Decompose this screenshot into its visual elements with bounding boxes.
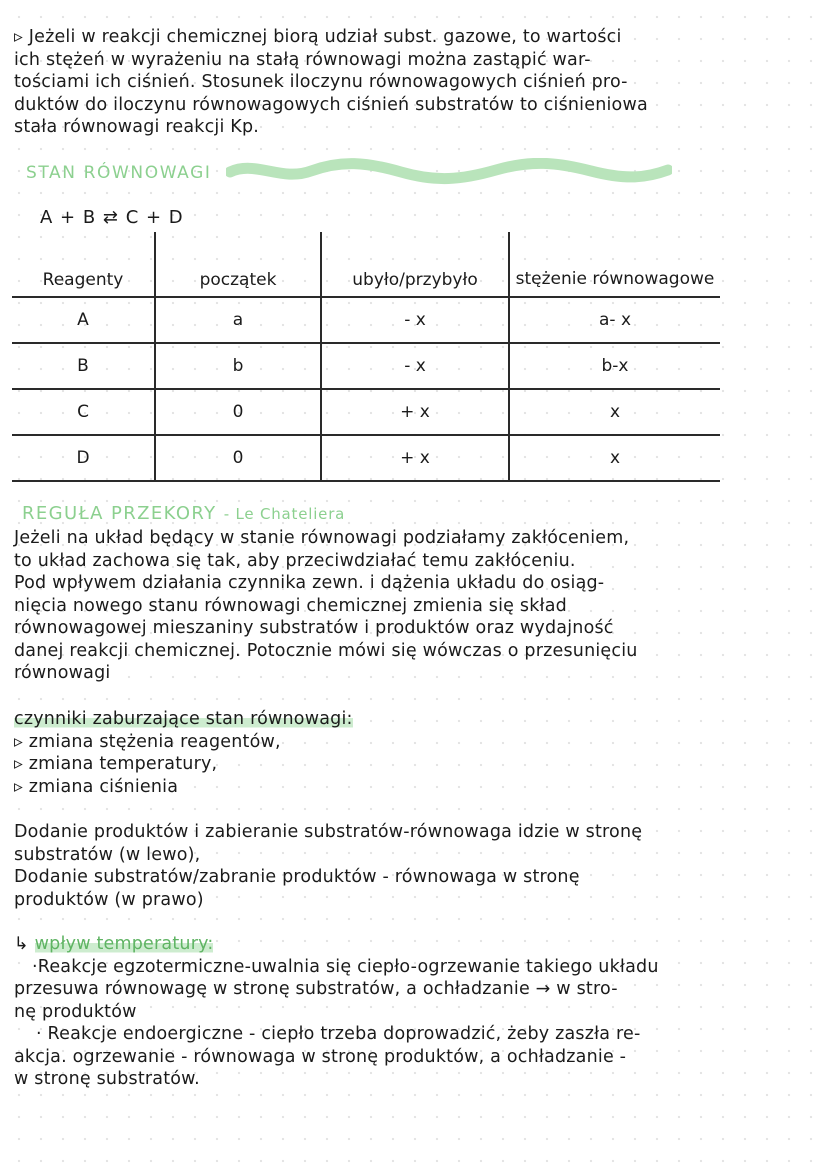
- intro-line: tościami ich ciśnień. Stosunek iloczynu równowagowych ciśnień pro-: [14, 72, 628, 92]
- shift-line: Dodanie substratów/zabranie produktów - równowaga w stronę: [14, 867, 580, 887]
- intro-line: ich stężeń w wyrażeniu na stałą równowagi można zastąpić war-: [14, 49, 591, 70]
- table-row: [12, 343, 720, 389]
- header-change: ubyło/przybyło: [321, 232, 509, 297]
- table-cell: C: [12, 389, 155, 435]
- intro-line: ▹ Jeżeli w reakcji chemicznej biorą udział subst. gazowe, to wartości: [14, 27, 622, 47]
- temperature-line: ·Reakcje egzotermiczne-uwalnia się ciepło-ogrzewanie takiego układu: [32, 956, 659, 977]
- intro-line: stała równowagi reakcji Kp.: [14, 117, 260, 137]
- rule-line: to układ zachowa się tak, aby przeciwdziałać temu zakłóceniu.: [14, 550, 576, 571]
- temperature-line: · Reakcje endoergiczne - ciepło trzeba doprowadzić, żeby zaszła re-: [36, 1024, 641, 1044]
- rule-line: równowagi: [14, 663, 111, 683]
- table-cell: b-x: [509, 343, 720, 389]
- table-header-row: [12, 232, 720, 297]
- table-cell: a: [155, 297, 321, 343]
- rule-line: nięcia nowego stanu równowagi chemicznej zmienia się skład: [14, 595, 567, 616]
- equilibrium-heading: STAN RÓWNOWAGI: [26, 163, 212, 183]
- temperature-line: przesuwa równowagę w stronę substratów, a ochładzanie → w stro-: [14, 979, 618, 999]
- table-cell: + x: [321, 389, 509, 435]
- table-row: [12, 389, 720, 435]
- equilibrium-table: [12, 232, 720, 482]
- temperature-heading-line: [14, 933, 826, 956]
- temperature-heading: wpływ temperatury:: [34, 934, 214, 954]
- shift-line: produktów (w prawo): [14, 889, 204, 910]
- table-cell: x: [509, 389, 720, 435]
- table-cell: a- x: [509, 297, 720, 343]
- rule-heading-subtitle: - Le Chateliera: [223, 505, 346, 523]
- intro-paragraph: [14, 26, 826, 139]
- table-cell: A: [12, 297, 155, 343]
- shift-paragraph: [14, 821, 826, 911]
- green-squiggle-decoration: [226, 158, 672, 186]
- rule-heading: [22, 503, 345, 524]
- temperature-line: w stronę substratów.: [14, 1069, 200, 1089]
- rule-line: Jeżeli na układ będący w stanie równowagi podziałamy zakłóceniem,: [14, 528, 630, 548]
- factors-block: [14, 708, 826, 798]
- rule-paragraph: [14, 527, 826, 685]
- factor-item: ▹ zmiana ciśnienia: [14, 776, 179, 797]
- hook-arrow-icon: ↳: [14, 934, 29, 954]
- factor-item: ▹ zmiana stężenia reagentów,: [14, 731, 281, 752]
- table-row: [12, 297, 720, 343]
- header-equilibrium-concentration: stężenie równowagowe: [515, 269, 715, 289]
- reaction-equation: A + B ⇄ C + D: [40, 207, 184, 228]
- temperature-line: akcja. ogrzewanie - równowaga w stronę produktów, a ochładzanie -: [14, 1046, 627, 1067]
- header-reagents: Reagenty: [12, 232, 155, 297]
- table-cell: - x: [321, 343, 509, 389]
- table-cell: D: [12, 435, 155, 481]
- rule-line: danej reakcji chemicznej. Potocznie mówi się wówczas o przesunięciu: [14, 640, 638, 661]
- rule-line: Pod wpływem działania czynnika zewn. i dążenia układu do osiąg-: [14, 573, 605, 593]
- table-cell: - x: [321, 297, 509, 343]
- rule-heading-title: REGUŁA PRZEKORY: [22, 503, 217, 524]
- factor-item: ▹ zmiana temperatury,: [14, 754, 218, 774]
- table-cell: 0: [155, 389, 321, 435]
- intro-line: duktów do iloczynu równowagowych ciśnień substratów to ciśnieniowa: [14, 94, 648, 115]
- shift-line: Dodanie produktów i zabieranie substratów-równowaga idzie w stronę: [14, 822, 643, 842]
- temperature-block: [14, 933, 826, 1091]
- rule-line: równowagowej mieszaniny substratów i produktów oraz wydajność: [14, 618, 614, 638]
- table-cell: + x: [321, 435, 509, 481]
- shift-line: substratów (w lewo),: [14, 844, 201, 865]
- table-cell: B: [12, 343, 155, 389]
- table-cell: 0: [155, 435, 321, 481]
- table-cell: b: [155, 343, 321, 389]
- temperature-line: nę produktów: [14, 1001, 137, 1022]
- factors-heading: czynniki zaburzające stan równowagi:: [14, 709, 353, 729]
- table-row: [12, 435, 720, 481]
- table-cell: x: [509, 435, 720, 481]
- header-start: początek: [155, 232, 321, 297]
- factors-heading-line: [14, 708, 826, 731]
